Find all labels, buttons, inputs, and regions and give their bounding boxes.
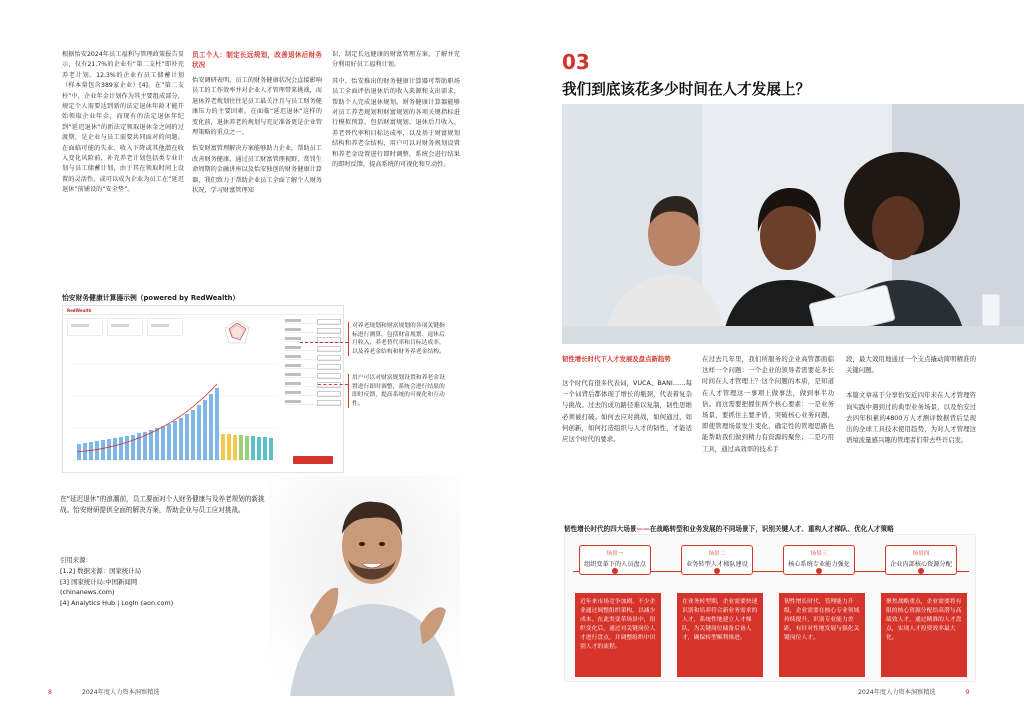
screenshot-topbar: [63, 306, 343, 315]
setting-row[interactable]: [285, 399, 341, 405]
scenario-2-card: 在业务转型期，企业需要快速识别和培养符合新业务需求的人才，系统性地建立人才梯队，为关键岗位储备后备人才，确保转型顺利推进。: [677, 593, 763, 677]
setting-row[interactable]: [285, 363, 341, 369]
reference-item: [1,2] 数据来源：国家统计局: [60, 566, 142, 575]
intro-text: 在“延迟退休”的浪潮前，员工要面对个人财务健康与及养老规划的新挑战。怡安财研提供全面的解决方案，帮助企业与员工应对挑战。: [60, 495, 265, 514]
callout-connector: [318, 384, 348, 385]
left-column-2: [192, 50, 322, 198]
setting-row[interactable]: [285, 327, 341, 333]
right-footer: [858, 687, 970, 696]
timeline-dot: [612, 568, 618, 574]
scenario-tag: 场景四: [912, 551, 930, 557]
paragraph: 怡安调研表明，员工的财务健康状况会直接影响员工的工作效率并对企业人才管理带来挑战，而退休养老规划往往是员工最关注且与员工财务健康压力的主要因素。在面临“延迟退休”这样的变化前，退休养老的规划与充足准备更是企业管理策略的重点之一。: [192, 77, 322, 137]
scenario-name: 企业内部核心资源分配: [890, 561, 952, 568]
references-title: 引用来源：: [60, 556, 92, 564]
setting-row[interactable]: [285, 372, 341, 378]
reference-item: [3] 国家统计局:中国新闻网: [60, 577, 138, 586]
scenarios-heading: [564, 523, 894, 533]
settings-panel: [285, 318, 341, 468]
callout-metrics: 对养老规划和财富规划的各项关键指标进行测算，包括财富规划、退休后月收入、养老替代率和目标达成率，以及养老金结构和财务养老金结构。: [348, 322, 448, 356]
right-page: [512, 0, 1024, 724]
section-title: 我们到底该花多少时间在人才发展上？: [562, 81, 811, 98]
paragraph: 本篇文章基于分享怡安近四年来在人才管理咨询实践中遇到过的典型业务场景，以及怡安过去四年积累的4800万人才测评数据背后呈现出的全球工具技术使用趋势，为对人才管理这语境流量感兴趣的管理者们带去些许启发。: [846, 391, 976, 445]
timeline-dot: [714, 568, 720, 574]
team-meeting-photo: [562, 104, 1024, 344]
scenario-1-card: 近年来市场竞争加剧，不少企业通过调整组织架构，以减少成本。在此类变革场景中，组织变化后，通过对关键岗位人才进行盘点，并调整组织中识别人才的流程。: [575, 593, 661, 677]
reference-item[interactable]: [4] Analytics Hub | LogIn (aon.com): [60, 599, 174, 608]
callout-adjustment: 用户可以对财富规划设置和养老金设置进行即时调整，系统会进行结果的即时反馈，提高系统的可视化和互动性。: [348, 374, 448, 408]
reference-item: (chinanews.com): [60, 588, 115, 597]
callout-connector: [300, 342, 348, 343]
footer-title: 2024年度人力资本洞察精选: [81, 689, 160, 696]
redwealth-logo: RedWealth: [67, 307, 92, 313]
left-column-3: [332, 50, 460, 172]
metric-card: [107, 318, 143, 336]
footer-title: 2024年度人力资本洞察精选: [858, 689, 936, 696]
section-heading: 员工个人：制定长远规划，改善退休后财务状况: [192, 51, 322, 69]
references: [60, 555, 260, 609]
scenarios-heading-main: 韧性增长时代的四大场景: [564, 525, 637, 533]
calculator-screenshot: [62, 305, 344, 473]
scenarios-heading-sub: 在战略转型和业务发展的不同场景下，识别关键人才、重构人才梯队、优化人才策略: [649, 525, 894, 533]
right-column-1: 这个时代有很多代表词，VUCA、BANI……每一个词背后都体现了增长的瓶颈，代表着复杂与挑战。过去的成功路径难以复制，韧性思维必须被打破。如何去应对挑战，如何通过、如何创新，如何打造组织与人才的韧性，才能适应这个时代的要求。: [562, 379, 692, 444]
paragraph: 识，制定长远健康的财富管理方案，了解并充分利用好员工福利计划。: [332, 51, 460, 69]
scenario-3-card: 韧性增长时代，管理能力升级，企业需要在核心专业领域持续提升，识别专业能力差距，有针对性地发展与强化关键岗位人才。: [779, 593, 865, 677]
paragraph: 其中，怡安推出的财务健康计算器可帮助职场员工全面评估退休后的收入来源和支出需求，帮助个人完成退休规划。财务健康计算器能够对员工养老规划和财富规划的各项关键指标进行模拟预算，包括财富规划、退休后月收入、养老替代率和目标达成率，以及基于财富规划结构和养老金结构，用户可以对财务规划设置和养老金设置进行即时调整，系统会进行结果的即时反馈，提高系统的可视化和互动性。: [332, 77, 460, 169]
scenario-tag: 场景二: [708, 551, 726, 557]
left-footer: [48, 687, 160, 696]
setting-row[interactable]: [285, 390, 341, 396]
scenario-name: 业务转型人才梯队建设: [686, 561, 748, 568]
scenarios-diagram: [564, 534, 976, 682]
scenarios-heading-sep: ——: [636, 525, 650, 533]
paragraph: 怡安财富管理解决方案能够助力企业，帮助员工改善财务健康，通过员工财富管理视野、赏罚生命周期的金融讲座以及怡安独创的财务健康计算器，我们致力于帮助企业员工全面了解个人财务状况，学习财富管理知: [192, 145, 322, 195]
setting-row[interactable]: [285, 318, 341, 324]
metric-card: [67, 318, 103, 336]
scenario-tag: 场景三: [810, 551, 828, 557]
chart-bars: [77, 388, 273, 460]
projection-bar-chart: [67, 348, 281, 468]
scenario-name: 核心系统专业能力强化: [788, 561, 850, 568]
scenario-tag: 场景一: [606, 551, 624, 557]
paragraph: 段，最大效用地通过一个支点撬动简明精准的关键问题。: [846, 355, 976, 375]
subsection-heading: 韧性增长时代下人才发展及盘点新趋势: [562, 355, 671, 363]
section-number: 03: [562, 50, 590, 74]
page-number: 8: [48, 689, 52, 696]
screenshot-caption: 怡安财务健康计算器示例（powered by RedWealth）: [62, 294, 240, 302]
paragraph: 根据怡安2024年员工福利与管理政策报告显示，仅有21.7%的企业有“第二支柱”即补充养老计划。12.3%的企业有员工储蓄计划（样本量包含389家企业）[4]。在“第二支柱”中，企业年金计划作为其主要组成部分，规定个人需要达到新的法定退休年龄才能开始领取企业年金，而现有的法定退休年纪到“延迟退休”的新法定领取退休金之间的过渡期，是企业与员工需要共同面对的问题。在面临可能的失业、收入下降或其他潜在收入变化风险前，补充养老计划包括类专业计划与员工储蓄计划，由于其在领取时间上设置的灵活性，或可以成为企业为员工在“延迟退休”前铺设的“安全垫”。: [62, 51, 184, 194]
setting-row[interactable]: [285, 354, 341, 360]
setting-row[interactable]: [285, 345, 341, 351]
timeline-dot: [918, 568, 924, 574]
timeline-dot: [816, 568, 822, 574]
page-number: 9: [965, 689, 970, 696]
left-column-1: [62, 50, 184, 198]
metric-card: [147, 318, 183, 336]
smiling-man-photo: [270, 476, 460, 696]
right-column-3: [846, 354, 976, 446]
radar-chart-icon: [223, 318, 251, 346]
calculate-button[interactable]: [293, 456, 333, 464]
scenario-name: 组织变革下的人员盘点: [584, 561, 646, 568]
scenario-4-card: 聚焦战略重点，企业需要将有限的核心资源分配给高潜与高绩效人才，通过精准的人才盘点，实现人才投资效率最大化。: [881, 593, 967, 677]
right-column-2: 在过去几年里，我们所服务的企业高管都面临这样一个问题：一个企业的领导者需要花多长时间在人才管理上？这个问题的本质，是知道在人才管理这一事项上做事法，做到事半功倍。而这需要把握住两个核心要素：一是业务场景，要抓住主要矛盾，突破核心业务问题，即使管理场景发生变化，确定性的管理思路也能帮助我们做到精力有资源的聚焦；二是巧用工具，通过高效率的技术手: [702, 355, 834, 453]
